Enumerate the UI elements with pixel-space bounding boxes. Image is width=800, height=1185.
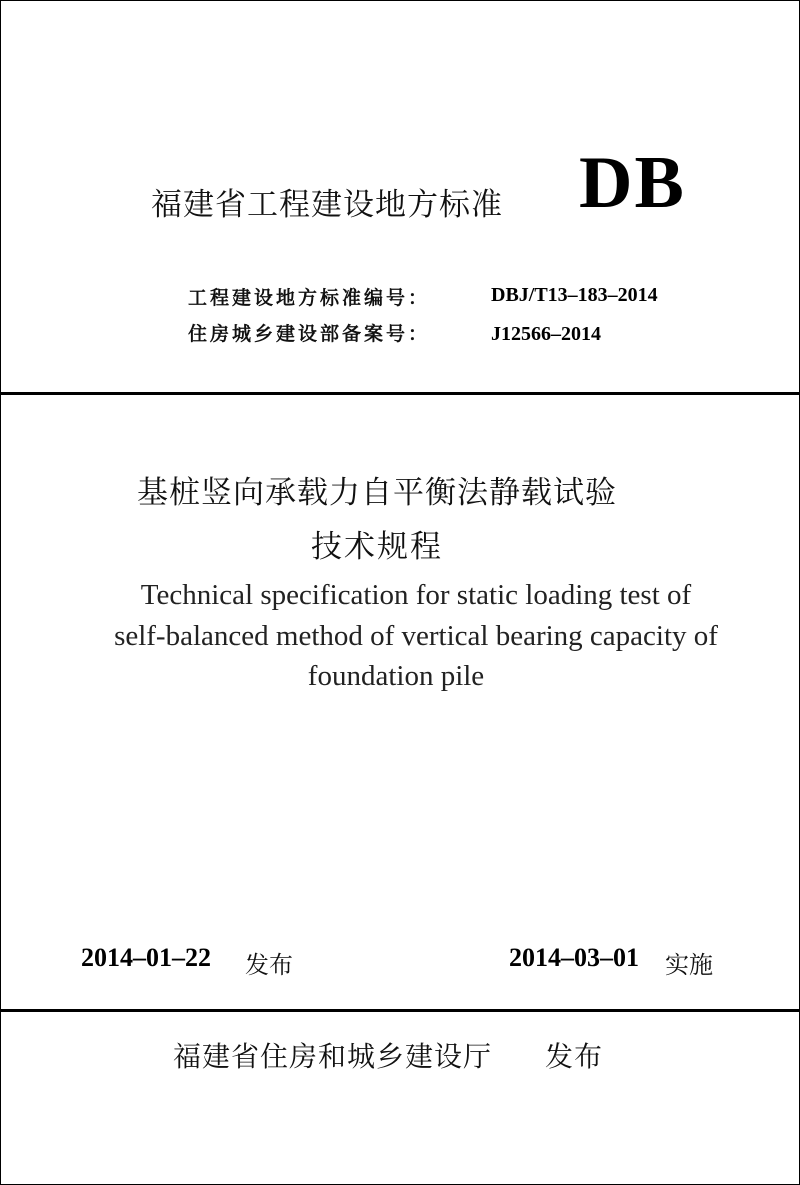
effective-label: 实施 [665, 951, 713, 979]
standard-number: DBJ/T13–183–2014 [491, 284, 658, 306]
filing-number-label: 住房城乡建设部备案号： [188, 323, 431, 345]
filing-number: J12566–2014 [491, 323, 601, 345]
publish-label: 发布 [545, 1040, 604, 1073]
chinese-title-line-2: 技术规程 [311, 529, 443, 565]
publisher: 福建省住房和城乡建设厅 [173, 1040, 493, 1073]
bottom-divider [1, 1009, 800, 1012]
effective-date: 2014–03–01 [509, 943, 639, 972]
issue-date: 2014–01–22 [81, 943, 211, 972]
issue-label: 发布 [245, 951, 293, 979]
english-title-line-3: foundation pile [307, 660, 485, 692]
standard-number-label: 工程建设地方标准编号： [188, 287, 431, 309]
english-title-line-2: self-balanced method of vertical bearing capacity of [114, 620, 718, 652]
top-divider [1, 392, 800, 395]
db-mark: DB [579, 142, 686, 224]
standard-series-title: 福建省工程建设地方标准 [151, 187, 503, 223]
chinese-title-line-1: 基桩竖向承载力自平衡法静载试验 [137, 475, 617, 511]
english-title-line-1: Technical specification for static loading test of [140, 579, 692, 611]
